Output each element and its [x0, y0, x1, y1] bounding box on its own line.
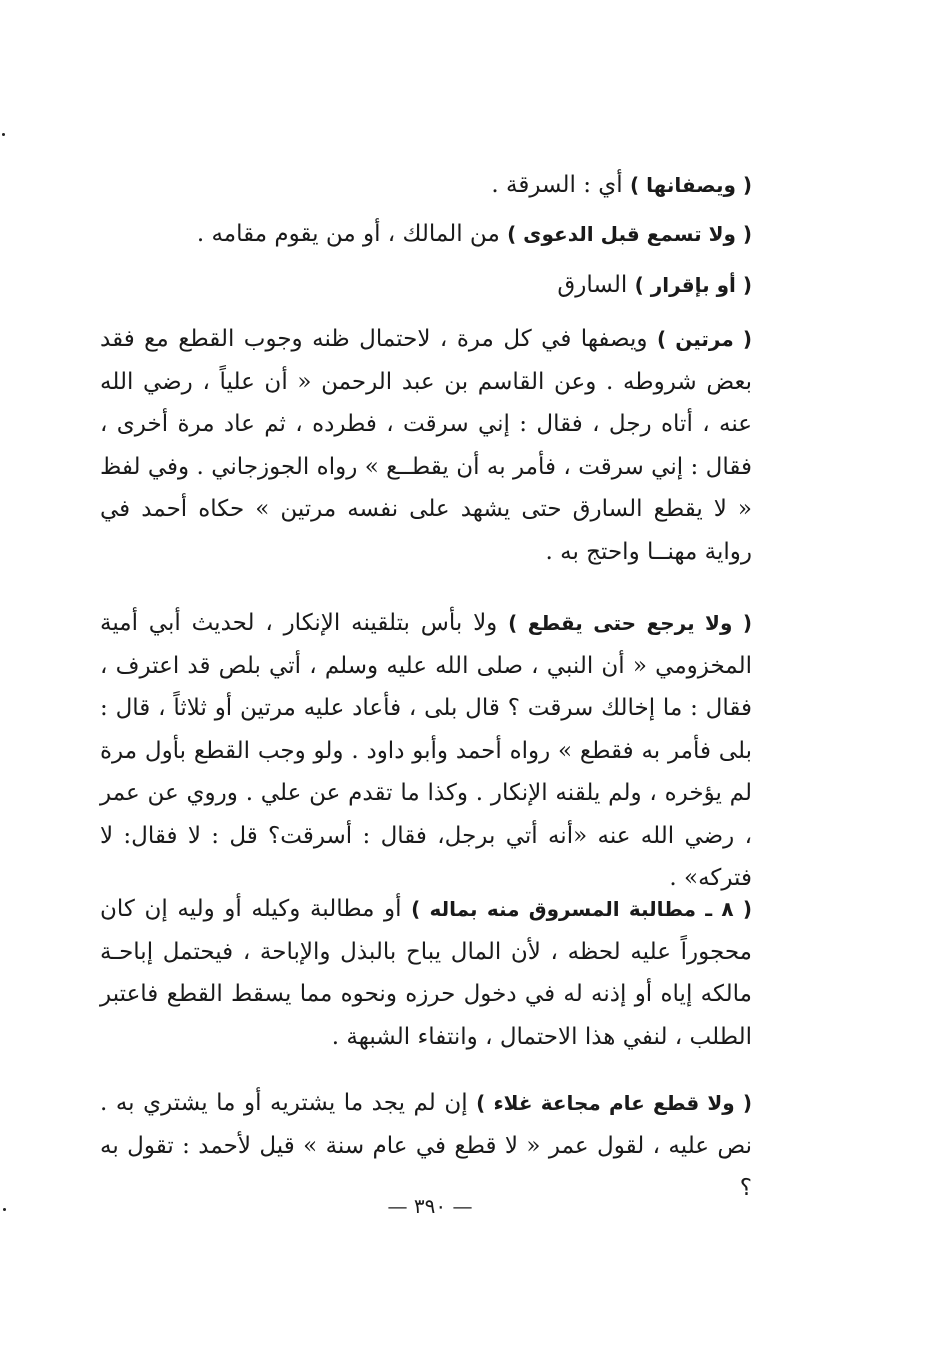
paragraph-2	[100, 213, 752, 256]
paragraph-1	[100, 164, 752, 207]
paragraph-7	[100, 1082, 752, 1210]
paragraph-text: أي : السرقة .	[491, 172, 631, 198]
margin-mark	[2, 133, 5, 136]
paragraph-text: أو مطالبة وكيله أو وليه إن كان محجوراً عليه لحظه ، لأن المال يباح بالبذل والإباحة ، فيحتمل إباحـة مالكه إياه أو إذنه له في دخول حرزه ونحوه مما يسقط القطع فاعتبر الطلب ، لنفي هذا الاحتمال ، وانتفاء الشبهة .	[100, 896, 752, 1050]
paragraph-6	[100, 888, 752, 1058]
paragraph-lead: ( ويصفانها )	[630, 173, 752, 197]
paragraph-lead: ( ولا يرجع حتى يقطع )	[508, 611, 752, 635]
page-number: — ٣٩٠ —	[387, 1194, 473, 1218]
paragraph-lead: ( ولا قطع عام مجاعة غلاء )	[476, 1091, 753, 1115]
paragraph-3	[100, 264, 752, 307]
paragraph-lead: ( ٨ ـ مطالبة المسروق منه بماله )	[411, 897, 752, 921]
paragraph-text: ويصفها في كل مرة ، لاحتمال ظنه وجوب القطع مع فقد بعض شروطه . وعن القاسم بن عبد الرحمن « أن علياً ، رضي الله عنه ، أتاه رجل ، فقال : إني سرقت ، فطرده ، ثم عاد مرة أخرى ، فقال : إني سرقت ، فأمر به أن يقطــع » رواه الجوزجاني . وفي لفظ « لا يقطع السارق حتى يشهد على نفسه مرتين » حكاه أحمد في رواية مهنــا واحتج به .	[100, 326, 752, 565]
paragraph-text: ولا بأس بتلقينه الإنكار ، لحديث أبي أمية المخزومي « أن النبي ، صلى الله عليه وسلم ، أتي بلص قد اعترف ، فقال : ما إخالك سرقت ؟ قال بلى ، فأعاد عليه مرتين أو ثلاثاً ، قال : بلى فأمر به فقطع » رواه أحمد وأبو داود . ولو وجب القطع بأول مرة لم يؤخره ، ولم يلقنه الإنكار . وكذا ما تقدم عن علي . وروي عن عمر ، رضي الله عنه «أنه أتي برجل، فقال : أسرقت؟ قل : لا فقال: لا فتركه» .	[100, 610, 752, 891]
paragraph-lead: ( ولا تسمع قبل الدعوى )	[507, 222, 752, 246]
paragraph-text: من المالك ، أو من يقوم مقامه .	[196, 221, 508, 247]
paragraph-lead: ( أو بإقرار )	[634, 273, 752, 297]
paragraph-lead: ( مرتين )	[656, 327, 752, 351]
paragraph-4	[100, 318, 752, 573]
paragraph-text: السارق	[557, 272, 635, 298]
paragraph-text: إن لم يجد ما يشتريه أو ما يشتري به . نص عليه ، لقول عمر « لا قطع في عام سنة » قيل لأحمد : تقول به ؟	[100, 1090, 752, 1201]
paragraph-5	[100, 602, 752, 900]
